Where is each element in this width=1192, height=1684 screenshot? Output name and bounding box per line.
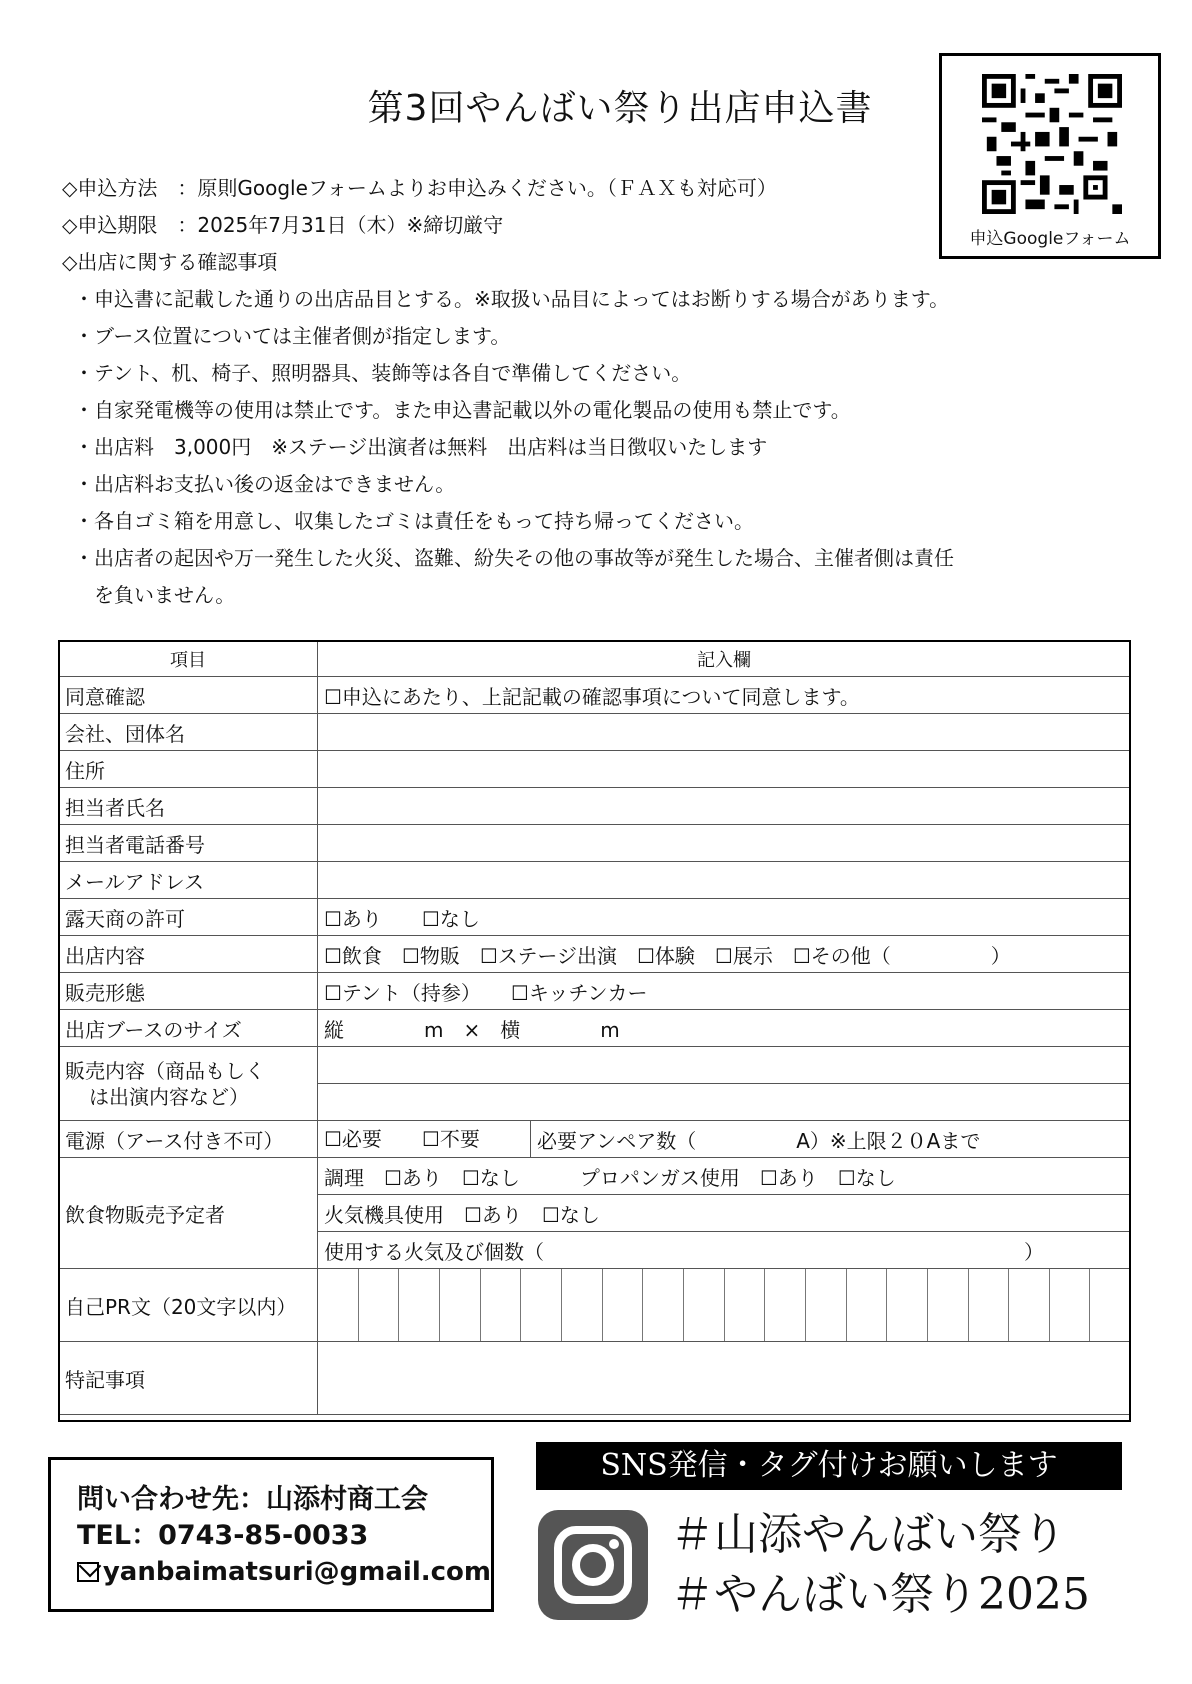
note-item: ・テント、机、椅子、照明器具、装飾等は各自で準備してください。 <box>74 361 692 385</box>
contact-tel: TEL：0743-85-0033 <box>77 1520 369 1551</box>
hashtag-2: ＃やんばい祭り2025 <box>670 1569 1090 1620</box>
contact-email-row <box>77 1554 491 1590</box>
food-sales-label: 飲食物販売予定者 <box>59 1158 318 1269</box>
qr-caption: 申込Googleフォーム <box>969 229 1131 249</box>
special-notes-label: 特記事項 <box>59 1342 318 1415</box>
sns-banner: SNS発信・タグ付けお願いします <box>536 1442 1122 1490</box>
cooking-options[interactable]: 調理 ☐あり ☐なし プロパンガス使用 ☐あり ☐なし <box>318 1158 1131 1195</box>
phone-field[interactable] <box>318 825 1131 862</box>
mail-icon <box>77 1562 99 1582</box>
note-item: ・ブース位置については主催者側が指定します。 <box>74 324 511 348</box>
company-label: 会社、団体名 <box>59 714 318 751</box>
method-line: ◇申込方法 ：原則Googleフォームよりお申込みください。（ＦＡＸも対応可） <box>62 176 777 200</box>
address-label: 住所 <box>59 751 318 788</box>
sales-content-field[interactable] <box>318 1084 1131 1121</box>
pr-grid[interactable] <box>318 1269 1131 1342</box>
sales-content-field[interactable] <box>318 1047 1131 1084</box>
fire-equipment-options[interactable]: 火気機具使用 ☐あり ☐なし <box>318 1195 1131 1232</box>
booth-size-label: 出店ブースのサイズ <box>59 1010 318 1047</box>
consent-label: 同意確認 <box>59 677 318 714</box>
hashtags <box>670 1505 1090 1625</box>
content-label: 出店内容 <box>59 936 318 973</box>
fire-count-field[interactable]: 使用する火気及び個数（ ） <box>318 1232 1131 1269</box>
contact-email[interactable]: yanbaimatsuri@gmail.com <box>102 1557 491 1587</box>
note-item: ・自家発電機等の使用は禁止です。また申込書記載以外の電化製品の使用も禁止です。 <box>74 398 851 422</box>
note-item: ・出店者の起因や万一発生した火災、盗難、紛失その他の事故等が発生した場合、主催者側は責任 <box>74 546 954 570</box>
person-label: 担当者氏名 <box>59 788 318 825</box>
sales-form-options[interactable]: ☐テント（持参） ☐キッチンカー <box>318 973 1131 1010</box>
confirm-heading: ◇出店に関する確認事項 <box>62 250 278 274</box>
email-field[interactable] <box>318 862 1131 899</box>
ampere-field[interactable]: 必要アンペア数（ A）※上限２０Aまで <box>537 1128 981 1153</box>
sales-content-label-line2: は出演内容など） <box>89 1084 249 1109</box>
note-item: ・出店料お支払い後の返金はできません。 <box>74 472 456 496</box>
company-field[interactable] <box>318 714 1131 751</box>
header-fill: 記入欄 <box>318 641 1131 677</box>
sales-content-label <box>59 1047 318 1121</box>
permit-label: 露天商の許可 <box>59 899 318 936</box>
sales-content-label-line1: 販売内容（商品もしく <box>65 1058 265 1083</box>
contact-org: 問い合わせ先：山添村商工会 <box>77 1484 428 1515</box>
note-item: ・申込書に記載した通りの出店品目とする。※取扱い品目によってはお断りする場合があります。 <box>74 287 950 311</box>
permit-options[interactable]: ☐あり ☐なし <box>318 899 1131 936</box>
contact-box <box>48 1457 494 1612</box>
person-field[interactable] <box>318 788 1131 825</box>
content-options[interactable]: ☐飲食 ☐物販 ☐ステージ出演 ☐体験 ☐展示 ☐その他（ ） <box>318 936 1131 973</box>
booth-size-field[interactable]: 縦 m × 横 m <box>318 1010 1131 1047</box>
power-options[interactable]: ☐必要 ☐不要 <box>318 1121 531 1157</box>
hashtag-1: ＃山添やんばい祭り <box>670 1509 1066 1560</box>
phone-label: 担当者電話番号 <box>59 825 318 862</box>
note-item: ・各自ゴミ箱を用意し、収集したゴミは責任をもって持ち帰ってください。 <box>74 509 754 533</box>
address-field[interactable] <box>318 751 1131 788</box>
application-form-table <box>58 640 1131 1415</box>
power-label: 電源（アース付き不可） <box>59 1121 318 1158</box>
special-notes-field[interactable] <box>318 1342 1131 1415</box>
sales-form-label: 販売形態 <box>59 973 318 1010</box>
email-label: メールアドレス <box>59 862 318 899</box>
power-cell <box>318 1121 1131 1158</box>
consent-checkbox[interactable]: ☐申込にあたり、上記記載の確認事項について同意します。 <box>318 677 1131 714</box>
pr-label: 自己PR文（20文字以内） <box>59 1269 318 1342</box>
note-item-continued: を負いません。 <box>94 583 236 607</box>
notes-section <box>62 170 1082 614</box>
deadline-line: ◇申込期限 ：2025年7月31日（木）※締切厳守 <box>62 213 504 237</box>
page-title: 第3回やんばい祭り出店申込書 <box>367 88 873 129</box>
note-item: ・出店料 3,000円 ※ステージ出演者は無料 出店料は当日徴収いたします <box>74 435 768 459</box>
instagram-icon <box>538 1510 648 1620</box>
header-item: 項目 <box>59 641 318 677</box>
